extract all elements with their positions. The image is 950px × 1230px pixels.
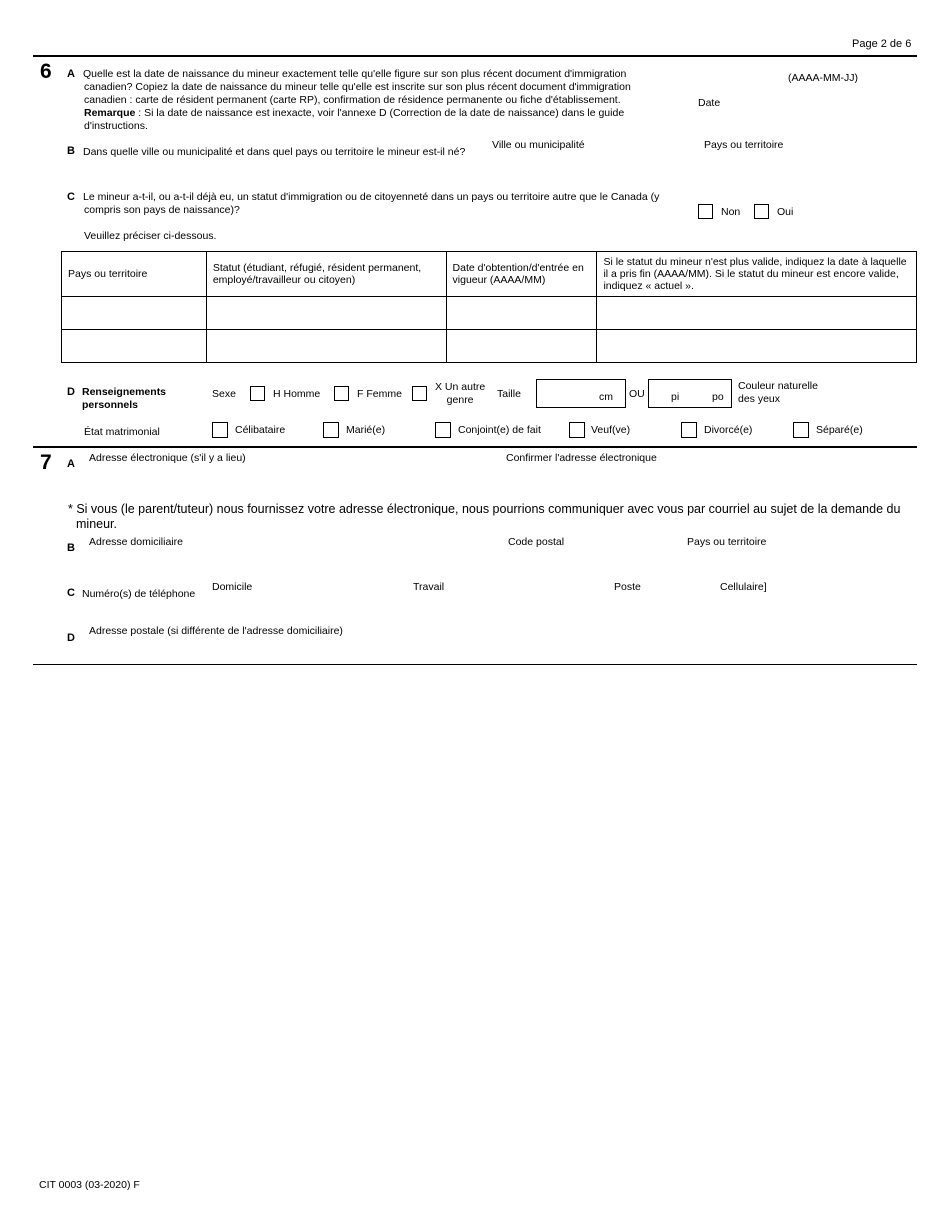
s7-b-letter: B	[67, 542, 75, 554]
s6-a-remark	[83, 107, 631, 120]
s6-c-letter: C	[67, 191, 75, 203]
marital-married-label: Marié(e)	[346, 424, 386, 436]
table-cell-end-date[interactable]	[597, 330, 917, 363]
form-code: CIT 0003 (03-2020) F	[39, 1179, 140, 1191]
s6-b-question: Dans quelle ville ou municipalité et dans quel pays ou territoire le mineur est-il né?	[83, 146, 466, 158]
s6-b-country-field[interactable]: Pays ou territoire	[704, 139, 784, 151]
height-ft-unit: pi	[671, 391, 680, 403]
table-cell-country[interactable]	[62, 297, 207, 330]
section-end-divider	[33, 664, 917, 665]
table-cell-end-date[interactable]	[597, 297, 917, 330]
table-header-end-date: Si le statut du mineur n'est plus valide, indiquez la date à laquelle il a pris fin (AAAA/MM). Si le statut du mineur est encore valide, indiquez « actuel ».	[597, 252, 917, 297]
s6-a-line3: canadien : carte de résident permanent (carte RP), confirmation de résidence permanente ou fiche d'établissement.	[84, 94, 621, 106]
s6-d-title-line2: personnels	[82, 399, 139, 411]
table-header-status: Statut (étudiant, réfugié, résident permanent, employé/travailleur ou citoyen)	[206, 252, 446, 297]
top-divider	[33, 55, 917, 57]
table-cell-start-date[interactable]	[446, 330, 597, 363]
s6-a-date-format: (AAAA-MM-JJ)	[788, 72, 858, 84]
sex-label: Sexe	[212, 388, 236, 400]
table-cell-status[interactable]	[206, 297, 446, 330]
marital-widowed-label: Veuf(ve)	[591, 424, 631, 436]
table-header-country: Pays ou territoire	[62, 252, 207, 297]
s6-d-title-line1: Renseignements	[82, 386, 167, 398]
s6-b-city-field[interactable]: Ville ou municipalité	[492, 139, 585, 151]
s6-a-remark-text: : Si la date de naissance est inexacte, voir l'annexe D (Correction de la date de naissance) dans le guide	[135, 107, 625, 119]
table-cell-status[interactable]	[206, 330, 446, 363]
sex-other-label	[435, 381, 485, 407]
s6-a-line1: Quelle est la date de naissance du mineur exactement telle qu'elle figure sur son plus récent document d'immigration	[83, 68, 627, 80]
marital-common-law-label: Conjoint(e) de fait	[458, 424, 541, 436]
s6-c-question	[83, 191, 659, 217]
table-header-row	[62, 252, 917, 297]
s6-b-letter: B	[67, 145, 75, 157]
marital-single-label: Célibataire	[235, 424, 286, 436]
height-label: Taille	[497, 388, 521, 400]
s6-a-line2: canadien? Copiez la date de naissance du mineur telle qu'elle est inscrite sur son plus récent document d'immigration	[84, 81, 631, 93]
s6-a-line5: d'instructions.	[84, 120, 148, 132]
s6-d-letter: D	[67, 386, 75, 398]
marital-widowed-checkbox[interactable]	[569, 422, 585, 438]
marital-divorced-label: Divorcé(e)	[704, 424, 753, 436]
sex-female-checkbox[interactable]	[334, 386, 349, 401]
section-6-number: 6	[40, 60, 52, 83]
phone-work-field[interactable]: Travail	[413, 581, 445, 593]
sex-male-checkbox[interactable]	[250, 386, 265, 401]
height-cm-unit: cm	[599, 391, 613, 403]
s6-a-remark-bold: Remarque	[84, 107, 136, 119]
email-note-line1: * Si vous (le parent/tuteur) nous fournissez votre adresse électronique, nous pourrions communiquer avec vous par courriel au sujet de la demande du	[68, 502, 901, 516]
postal-code-field[interactable]: Code postal	[508, 536, 565, 548]
s6-c-no-checkbox[interactable]	[698, 204, 713, 219]
marital-status-label: État matrimonial	[84, 426, 160, 438]
s6-c-yes-label: Oui	[777, 206, 794, 218]
status-history-table	[61, 251, 917, 363]
s6-c-line2: compris son pays de naissance)?	[84, 204, 240, 216]
table-cell-country[interactable]	[62, 330, 207, 363]
s6-a-question	[83, 68, 631, 133]
email-note	[68, 502, 900, 532]
phone-home-field[interactable]: Domicile	[212, 581, 253, 593]
address-country-field[interactable]: Pays ou territoire	[687, 536, 767, 548]
phone-extension-field[interactable]: Poste	[614, 581, 641, 593]
sex-female-label: F Femme	[357, 388, 402, 400]
home-address-field[interactable]: Adresse domiciliaire	[89, 536, 183, 548]
marital-divorced-checkbox[interactable]	[681, 422, 697, 438]
table-row	[62, 297, 917, 330]
phone-numbers-label: Numéro(s) de téléphone	[82, 588, 196, 600]
table-header-start-date: Date d'obtention/d'entrée en vigueur (AAAA/MM)	[446, 252, 597, 297]
eye-color-line1: Couleur naturelle	[738, 380, 818, 392]
s6-a-letter: A	[67, 68, 75, 80]
email-field[interactable]: Adresse électronique (s'il y a lieu)	[89, 452, 246, 464]
sex-male-label: H Homme	[273, 388, 321, 400]
table-row	[62, 330, 917, 363]
section-divider	[33, 446, 917, 448]
s6-c-line1: Le mineur a-t-il, ou a-t-il déjà eu, un statut d'immigration ou de citoyenneté dans un pays ou territoire autre que le Canada (y	[83, 191, 660, 203]
eye-color-field[interactable]	[738, 380, 818, 406]
eye-color-line2: des yeux	[738, 393, 781, 405]
marital-single-checkbox[interactable]	[212, 422, 228, 438]
table-cell-start-date[interactable]	[446, 297, 597, 330]
s6-c-yes-checkbox[interactable]	[754, 204, 769, 219]
s6-c-details-label: Veuillez préciser ci-dessous.	[84, 230, 217, 242]
marital-common-law-checkbox[interactable]	[435, 422, 451, 438]
marital-separated-label: Séparé(e)	[816, 424, 863, 436]
section-7-number: 7	[40, 451, 52, 474]
s6-c-no-label: Non	[721, 206, 741, 218]
sex-other-checkbox[interactable]	[412, 386, 427, 401]
s6-d-title	[82, 386, 166, 412]
sex-other-line1: X Un autre	[435, 381, 486, 393]
marital-separated-checkbox[interactable]	[793, 422, 809, 438]
phone-cell-field[interactable]: Cellulaire]	[720, 581, 767, 593]
height-in-unit: po	[712, 391, 724, 403]
s7-c-letter: C	[67, 587, 75, 599]
s6-a-date-label[interactable]: Date	[698, 97, 721, 109]
confirm-email-field[interactable]: Confirmer l'adresse électronique	[506, 452, 657, 464]
s7-d-letter: D	[67, 632, 75, 644]
mailing-address-field[interactable]: Adresse postale (si différente de l'adresse domiciliaire)	[89, 625, 343, 637]
s7-a-letter: A	[67, 458, 75, 470]
marital-married-checkbox[interactable]	[323, 422, 339, 438]
height-or-label: OU	[629, 388, 645, 400]
sex-other-line2: genre	[446, 394, 474, 406]
page-number: Page 2 de 6	[852, 38, 912, 50]
email-note-line2: mineur.	[76, 517, 117, 531]
